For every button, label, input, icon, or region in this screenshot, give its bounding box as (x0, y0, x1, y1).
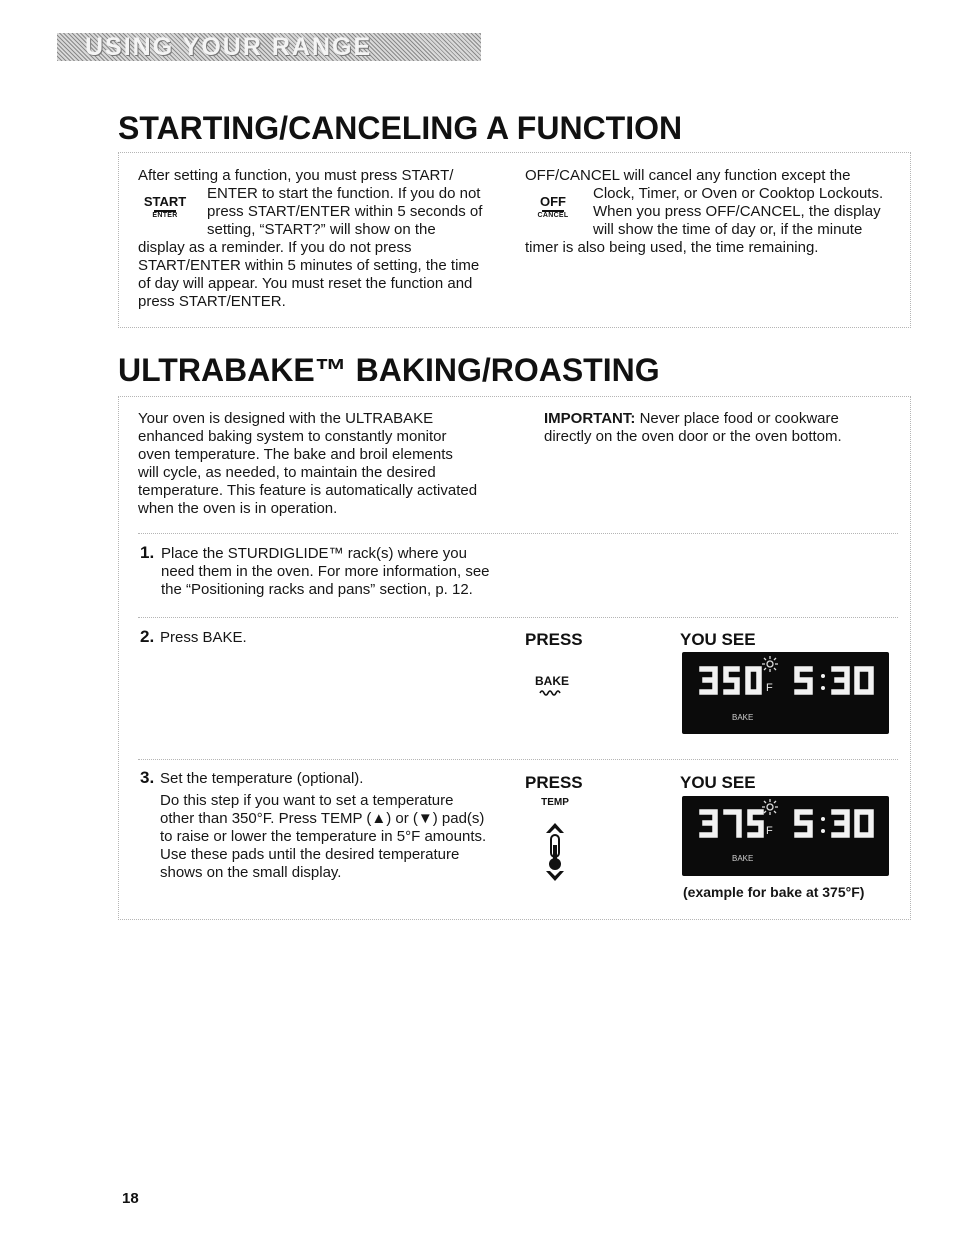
start-text-line-4: setting, “START?” will show on the (207, 221, 436, 238)
start-text-line-2: ENTER to start the function. If you do not (207, 185, 481, 202)
step-1-line-2: need them in the oven. For more information, see (161, 563, 490, 580)
start-enter-pad (140, 195, 190, 219)
start-pad-sublabel: ENTER (152, 212, 178, 219)
off-pad-label: OFF (540, 194, 566, 209)
intro-line-6: when the oven is in operation. (138, 500, 338, 517)
temp-up-down-arrows-icon (533, 809, 577, 889)
divider (138, 759, 898, 760)
step-1-line-1: Place the STURDIGLIDE™ rack(s) where you (161, 545, 467, 562)
start-text-line-7: of day will appear. You must reset the function and (138, 275, 473, 292)
important-text-2: directly on the oven door or the oven bottom. (544, 428, 842, 445)
off-text-line-4: will show the time of day or, if the minute (593, 221, 863, 238)
step-2-number: 2. (140, 627, 155, 646)
step-3-text: Set the temperature (optional). (160, 770, 364, 787)
step-3-line-5: shows on the small display. (160, 864, 342, 881)
bake-pad (530, 674, 574, 696)
off-pad-sublabel: CANCEL (537, 212, 569, 219)
temp-pad-label: TEMP (541, 797, 569, 808)
off-cancel-pad (530, 195, 576, 219)
important-note-line-1 (544, 410, 839, 428)
step-1-line-3: the “Positioning racks and pans” section, p. 12. (161, 581, 473, 598)
off-text-line-1: OFF/CANCEL will cancel any function except the (525, 167, 851, 184)
intro-line-2: enhanced baking system to constantly monitor (138, 428, 447, 445)
off-text-line-2: Clock, Timer, or Oven or Cooktop Lockouts. (593, 185, 884, 202)
divider (138, 617, 898, 618)
section-banner: USING YOUR RANGE (57, 33, 481, 61)
intro-line-5: temperature. This feature is automatically activated (138, 482, 478, 499)
oven-display-375 (682, 796, 889, 876)
start-text-line-8: press START/ENTER. (138, 293, 286, 310)
start-text-line-6: START/ENTER within 5 minutes of setting, the time (138, 257, 480, 274)
off-text-line-3: When you press OFF/CANCEL, the display (593, 203, 881, 220)
you-see-column-header: YOU SEE (680, 773, 756, 792)
time-digits-530 (797, 669, 871, 692)
start-pad-label: START (143, 194, 187, 209)
display-mode-bake: BAKE (732, 713, 754, 722)
you-see-column-header: YOU SEE (680, 630, 756, 649)
step-3-line-4: Use these pads until the desired temperature (160, 846, 460, 863)
display-unit-f: F (766, 682, 773, 694)
step-3-line-1: Do this step if you want to set a temperature (160, 792, 454, 809)
step-2-text: Press BAKE. (160, 629, 247, 646)
temp-pad (533, 797, 577, 889)
step-3-number: 3. (140, 768, 155, 787)
time-digits-530 (797, 812, 871, 835)
step-3-line-3: to raise or lower the temperature in 5°F amounts. (160, 828, 487, 845)
display-mode-bake: BAKE (732, 854, 754, 863)
intro-line-1: Your oven is designed with the ULTRABAKE (138, 410, 434, 427)
indicator-sun-icon (762, 656, 778, 672)
off-text-line-5: timer is also being used, the time remaining. (525, 239, 819, 256)
start-text-line-5: display as a reminder. If you do not press (138, 239, 412, 256)
page-number: 18 (122, 1190, 139, 1207)
display-unit-f: F (766, 825, 773, 837)
section-title-ultrabake: ULTRABAKE™ BAKING/ROASTING (118, 352, 660, 388)
press-column-header: PRESS (525, 773, 583, 792)
divider (138, 533, 898, 534)
intro-line-3: oven temperature. The bake and broil elements (138, 446, 453, 463)
important-text-1: Never place food or cookware (639, 410, 839, 427)
temp-digits-375 (702, 812, 761, 835)
start-text-line-1: After setting a function, you must press START/ (138, 167, 454, 184)
step-3-line-2: other than 350°F. Press TEMP (▲) or (▼) pad(s) (160, 810, 485, 827)
step-1-number: 1. (140, 543, 155, 562)
display-caption: (example for bake at 375°F) (683, 884, 865, 900)
indicator-sun-icon (762, 799, 778, 815)
oven-display-350 (682, 652, 889, 734)
important-label: IMPORTANT: (544, 410, 636, 427)
section-title-starting-canceling: STARTING/CANCELING A FUNCTION (118, 110, 683, 146)
bake-pad-label: BAKE (534, 674, 569, 688)
start-text-line-3: press START/ENTER within 5 seconds of (207, 203, 483, 220)
intro-line-4: will cycle, as needed, to maintain the desired (138, 464, 436, 481)
temp-digits-350 (702, 669, 759, 692)
press-column-header: PRESS (525, 630, 583, 649)
bake-wave-icon (530, 688, 574, 696)
